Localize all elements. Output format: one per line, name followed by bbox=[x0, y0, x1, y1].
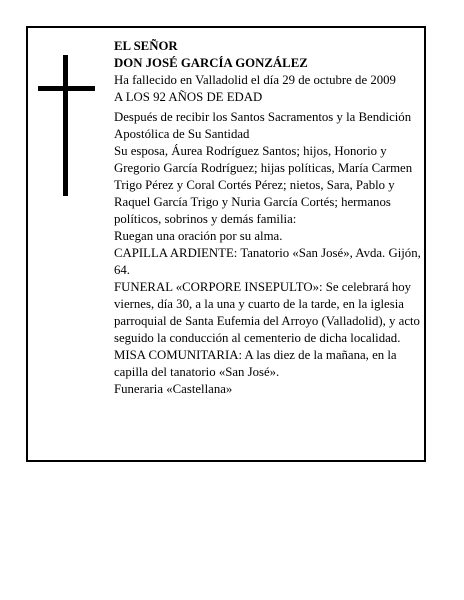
family-text: Su esposa, Áurea Rodríguez Santos; hijos, Honorio y Gregorio García Rodríguez; hijas políticas, María Carmen Trigo Pérez y Coral Cortés Pérez; nietos, Sara, Pablo y Raquel García Trigo y Nuria García Cortés; hermanos políticos, sobrinos y demás familia: bbox=[114, 144, 413, 226]
chapel-text: CAPILLA ARDIENTE: Tanatorio «San José», Avda. Gijón, 64. bbox=[114, 246, 421, 277]
title-line-1: EL SEÑOR bbox=[114, 39, 178, 53]
obituary-text bbox=[114, 38, 422, 398]
mass-text: MISA COMUNITARIA: A las diez de la mañana, en la capilla del tanatorio «San José». bbox=[114, 348, 397, 379]
death-announcement: Ha fallecido en Valladolid el día 29 de octubre de 2009 bbox=[114, 73, 396, 87]
sacraments-text: Después de recibir los Santos Sacramentos y la Bendición Apostólica de Su Santidad bbox=[114, 110, 412, 141]
age-line: A LOS 92 AÑOS DE EDAD bbox=[114, 90, 263, 104]
deceased-name: DON JOSÉ GARCÍA GONZÁLEZ bbox=[114, 56, 308, 70]
prayer-text: Ruegan una oración por su alma. bbox=[114, 229, 283, 243]
cross-horizontal-bar bbox=[38, 86, 95, 91]
funeral-text: FUNERAL «CORPORE INSEPULTO»: Se celebrará hoy viernes, día 30, a la una y cuarto de la tarde, en la iglesia parroquial de Santa Eufemia del Arroyo (Valladolid), y acto seguido la conducción al cementerio de dicha localidad. bbox=[114, 280, 420, 345]
cross-vertical-bar bbox=[63, 55, 68, 196]
funeral-home-text: Funeraria «Castellana» bbox=[114, 382, 233, 396]
